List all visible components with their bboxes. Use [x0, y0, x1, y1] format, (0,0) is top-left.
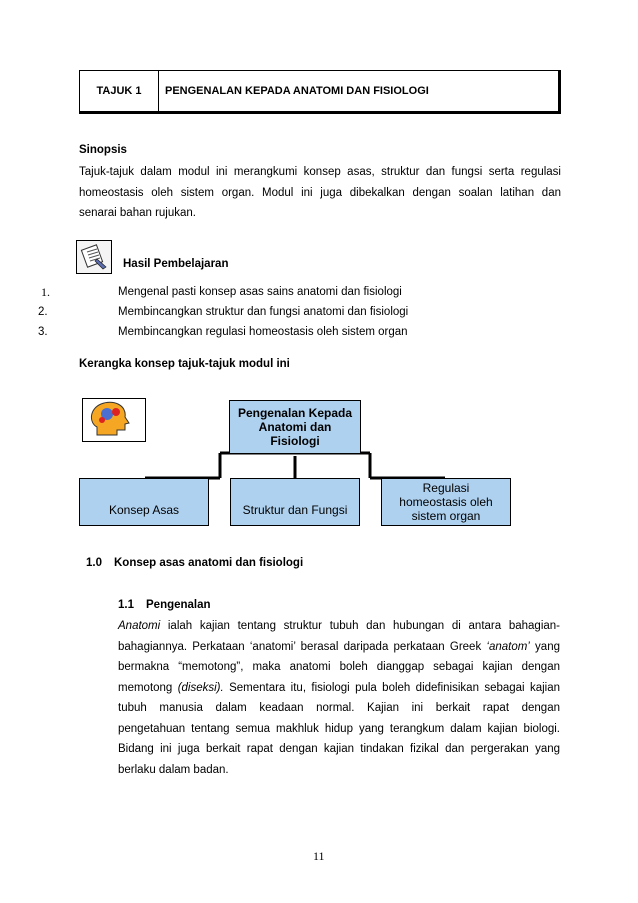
page-number: 11 — [313, 849, 325, 863]
body-text: yang — [529, 640, 560, 653]
list-item: Membincangkan regulasi homeostasis oleh sistem organ — [118, 326, 408, 338]
term-diseksi: (diseksi). — [177, 681, 224, 694]
concept-child-konsep-asas: Konsep Asas — [79, 478, 209, 526]
hasil-heading: Hasil Pembelajaran — [123, 258, 229, 270]
body-text: Sementara itu, fisiologi pula boleh didefinisikan sebagai kajian — [223, 681, 561, 694]
body-line — [118, 637, 560, 658]
body-line: tubuh manusia dalam keadaan normal. Kajian ini berkait rapat dengan — [118, 702, 560, 714]
section-number: 1.0 — [86, 557, 102, 569]
sinopsis-line: Tajuk-tajuk dalam modul ini merangkumi konsep asas, struktur dan fungsi serta regulasi — [79, 166, 561, 178]
list-item: Membincangkan struktur dan fungsi anatomi dan fisiologi — [118, 306, 409, 318]
sinopsis-line: senarai bahan rujukan. — [79, 207, 196, 219]
section-title: Konsep asas anatomi dan fisiologi — [114, 557, 304, 569]
concept-child-struktur: Struktur dan Fungsi — [230, 478, 360, 526]
kerangka-heading: Kerangka konsep tajuk-tajuk modul ini — [79, 358, 290, 370]
body-line — [118, 678, 560, 699]
body-text: ialah kajian tentang struktur tubuh dan hubungan di antara bahagian- — [160, 620, 560, 632]
body-line: pengetahuan tentang semua makhluk hidup yang terangkum dalam kajian biologi. — [118, 722, 560, 735]
subsection-title: Pengenalan — [146, 599, 211, 611]
body-line — [118, 616, 560, 637]
concept-root: Pengenalan Kepada Anatomi dan Fisiologi — [229, 400, 361, 454]
subsection-number: 1.1 — [118, 599, 134, 611]
list-number: 1. — [41, 285, 50, 299]
concept-child-regulasi: Regulasi homeostasis oleh sistem organ — [381, 478, 511, 526]
body-line: berlaku dalam badan. — [118, 763, 229, 776]
body-text: bahagiannya. Perkataan ‘anatomi’ berasal daripada perkataan Greek — [118, 640, 487, 653]
body-paragraph — [118, 616, 560, 780]
list-item: Mengenal pasti konsep asas sains anatomi dan fisiologi — [118, 286, 402, 298]
term-anatomi: Anatomi — [118, 620, 161, 632]
topic-title: PENGENALAN KEPADA ANATOMI DAN FISIOLOGI — [165, 85, 429, 97]
body-line: Bidang ini juga berkait rapat dengan kajian tindakan fizikal dan pergerakan yang — [118, 743, 560, 755]
list-number: 2. — [38, 306, 48, 318]
sinopsis-line: homeostasis oleh sistem organ. Modul ini juga dibekalkan dengan soalan latihan dan — [79, 186, 561, 199]
sinopsis-heading: Sinopsis — [79, 144, 127, 156]
list-number: 3. — [38, 326, 48, 338]
body-text: memotong — [118, 681, 178, 694]
topic-label: TAJUK 1 — [80, 71, 159, 111]
body-line: bermakna “memotong”, maka anatomi boleh dianggap sebagai kajian dengan — [118, 661, 560, 673]
term-anatom: ‘anatom’ — [486, 640, 530, 653]
